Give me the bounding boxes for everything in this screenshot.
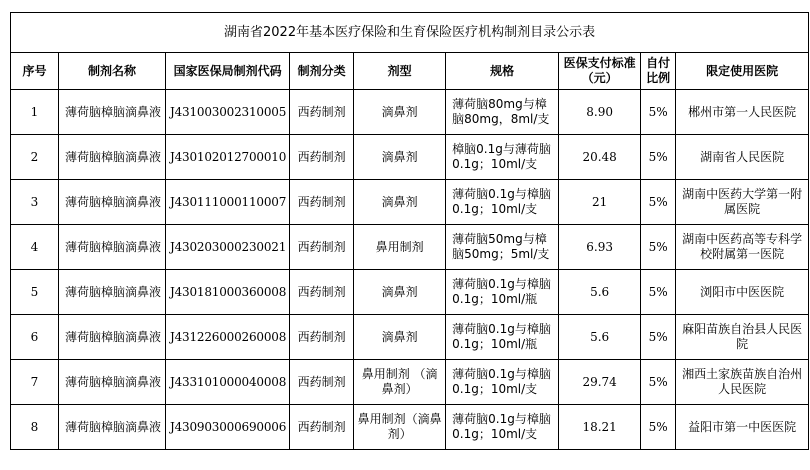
header-category: 制剂分类	[290, 53, 354, 90]
cell-form: 滴鼻剂	[354, 270, 446, 315]
cell-name: 薄荷脑樟脑滴鼻液	[59, 135, 166, 180]
cell-name: 薄荷脑樟脑滴鼻液	[59, 180, 166, 225]
cell-price: 6.93	[559, 225, 641, 270]
cell-name: 薄荷脑樟脑滴鼻液	[59, 270, 166, 315]
table-row	[11, 225, 809, 270]
cell-category: 西药制剂	[290, 405, 354, 450]
header-price: 医保支付标准（元）	[559, 53, 641, 90]
table-row	[11, 135, 809, 180]
cell-spec: 薄荷脑0.1g与樟脑0.1g；10ml/支	[446, 360, 559, 405]
cell-seq: 2	[11, 135, 59, 180]
cell-name: 薄荷脑樟脑滴鼻液	[59, 315, 166, 360]
table-row	[11, 360, 809, 405]
cell-form: 滴鼻剂	[354, 180, 446, 225]
cell-hospital: 湘西土家族苗族自治州人民医院	[676, 360, 809, 405]
cell-category: 西药制剂	[290, 270, 354, 315]
cell-hospital: 麻阳苗族自治县人民医院	[676, 315, 809, 360]
cell-form: 滴鼻剂	[354, 90, 446, 135]
header-form: 剂型	[354, 53, 446, 90]
cell-code: J430111000110007	[166, 180, 290, 225]
cell-hospital: 益阳市第一中医医院	[676, 405, 809, 450]
header-ratio: 自付比例	[641, 53, 676, 90]
cell-ratio: 5%	[641, 270, 676, 315]
table-row	[11, 405, 809, 450]
cell-form: 鼻用制剂 （滴鼻剂）	[354, 360, 446, 405]
header-code: 国家医保局制剂代码	[166, 53, 290, 90]
cell-seq: 6	[11, 315, 59, 360]
cell-code: J430203000230021	[166, 225, 290, 270]
cell-name: 薄荷脑樟脑滴鼻液	[59, 405, 166, 450]
header-row	[11, 53, 809, 90]
cell-ratio: 5%	[641, 180, 676, 225]
cell-spec: 薄荷脑0.1g与樟脑0.1g；10ml/瓶	[446, 270, 559, 315]
cell-name: 薄荷脑樟脑滴鼻液	[59, 225, 166, 270]
formulary-table	[10, 12, 809, 450]
table-row	[11, 270, 809, 315]
cell-price: 5.6	[559, 270, 641, 315]
cell-price: 8.90	[559, 90, 641, 135]
cell-spec: 薄荷脑0.1g与樟脑0.1g；10ml/瓶	[446, 315, 559, 360]
cell-hospital: 浏阳市中医医院	[676, 270, 809, 315]
cell-hospital: 郴州市第一人民医院	[676, 90, 809, 135]
cell-price: 29.74	[559, 360, 641, 405]
cell-ratio: 5%	[641, 360, 676, 405]
cell-ratio: 5%	[641, 135, 676, 180]
cell-spec: 薄荷脑0.1g与樟脑0.1g；10ml/支	[446, 180, 559, 225]
cell-form: 鼻用制剂（滴鼻剂）	[354, 405, 446, 450]
table-row	[11, 90, 809, 135]
cell-price: 21	[559, 180, 641, 225]
cell-spec: 薄荷脑50mg与樟脑50mg；5ml/支	[446, 225, 559, 270]
cell-category: 西药制剂	[290, 135, 354, 180]
cell-code: J430903000690006	[166, 405, 290, 450]
cell-name: 薄荷脑樟脑滴鼻液	[59, 90, 166, 135]
cell-price: 5.6	[559, 315, 641, 360]
cell-price: 18.21	[559, 405, 641, 450]
cell-ratio: 5%	[641, 90, 676, 135]
cell-category: 西药制剂	[290, 180, 354, 225]
cell-code: J433101000040008	[166, 360, 290, 405]
header-name: 制剂名称	[59, 53, 166, 90]
header-hospital: 限定使用医院	[676, 53, 809, 90]
table-row	[11, 180, 809, 225]
cell-name: 薄荷脑樟脑滴鼻液	[59, 360, 166, 405]
cell-category: 西药制剂	[290, 360, 354, 405]
cell-hospital: 湖南中医药高等专科学校附属第一医院	[676, 225, 809, 270]
cell-ratio: 5%	[641, 225, 676, 270]
cell-seq: 8	[11, 405, 59, 450]
cell-hospital: 湖南中医药大学第一附属医院	[676, 180, 809, 225]
cell-ratio: 5%	[641, 405, 676, 450]
cell-category: 西药制剂	[290, 90, 354, 135]
cell-code: J431226000260008	[166, 315, 290, 360]
cell-form: 滴鼻剂	[354, 315, 446, 360]
cell-form: 滴鼻剂	[354, 135, 446, 180]
cell-seq: 4	[11, 225, 59, 270]
header-spec: 规格	[446, 53, 559, 90]
cell-spec: 薄荷脑80mg与樟脑80mg，8ml/支	[446, 90, 559, 135]
cell-price: 20.48	[559, 135, 641, 180]
table-row	[11, 315, 809, 360]
cell-code: J430181000360008	[166, 270, 290, 315]
table-title: 湖南省2022年基本医疗保险和生育保险医疗机构制剂目录公示表	[11, 13, 809, 53]
cell-code: J430102012700010	[166, 135, 290, 180]
cell-hospital: 湖南省人民医院	[676, 135, 809, 180]
header-seq: 序号	[11, 53, 59, 90]
cell-code: J431003002310005	[166, 90, 290, 135]
cell-ratio: 5%	[641, 315, 676, 360]
cell-seq: 7	[11, 360, 59, 405]
cell-spec: 薄荷脑0.1g与樟脑0.1g；10ml/支	[446, 405, 559, 450]
cell-category: 西药制剂	[290, 315, 354, 360]
cell-form: 鼻用制剂	[354, 225, 446, 270]
cell-category: 西药制剂	[290, 225, 354, 270]
cell-seq: 3	[11, 180, 59, 225]
cell-seq: 5	[11, 270, 59, 315]
cell-seq: 1	[11, 90, 59, 135]
cell-spec: 樟脑0.1g与薄荷脑0.1g；10ml/支	[446, 135, 559, 180]
